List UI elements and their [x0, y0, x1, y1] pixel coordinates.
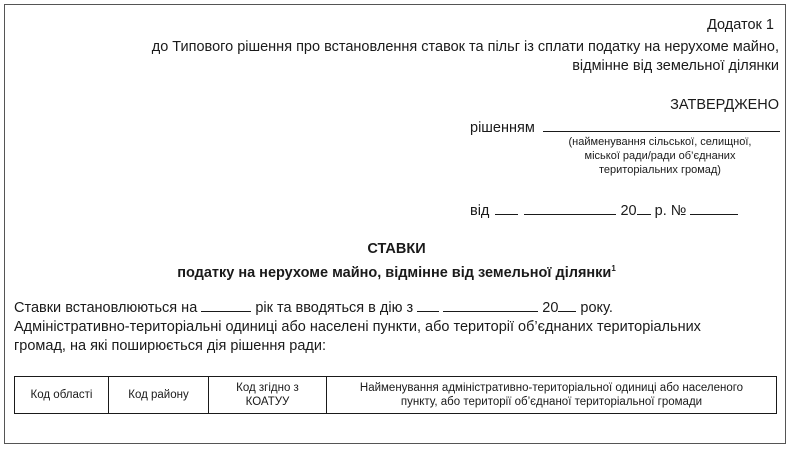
document-subtitle [0, 259, 793, 283]
year-blank [637, 201, 651, 215]
council-note [540, 135, 780, 177]
territorial-codes-table [14, 376, 777, 414]
decision-number-blank [690, 201, 738, 215]
rates-mid: рік та вводяться в дію з [255, 300, 414, 316]
start-day-blank [417, 298, 439, 312]
years-blank [201, 298, 251, 312]
approved-stamp: ЗАТВЕРДЖЕНО [670, 97, 779, 113]
annex-number: Додаток 1 [707, 17, 774, 33]
council-name-blank [543, 118, 780, 132]
units-line1: Адміністративно-територіальні одиниці або населені пункти, або території об’єднаних територіальних [14, 319, 701, 335]
year-prefix: 20 [620, 203, 637, 219]
annex-subtitle-line2: відмінне від земельної ділянки [572, 58, 779, 74]
column-header-unit-name: Найменування адміністративно-територіальної одиниці або населеного пункту, або території об’єднаної територіальної громади [327, 377, 777, 414]
column-header-district-code: Код району [109, 377, 209, 414]
rates-line [14, 298, 613, 318]
decision-date-row [470, 201, 738, 221]
start-year-prefix: 20 [542, 300, 559, 316]
column-header-koatuu-code: Код згідно з КОАТУУ [209, 377, 327, 414]
annex-subtitle-line1: до Типового рішення про встановлення ставок та пільг із сплати податку на нерухоме майно, [151, 39, 779, 55]
table-header-row [15, 377, 777, 414]
date-from-label: від [470, 203, 490, 219]
start-year-blank [558, 298, 576, 312]
council-note-line: (найменування сільської, селищної, [568, 136, 752, 148]
units-line2: громад, на які поширюється дія рішення ради: [14, 338, 326, 354]
council-note-line: територіальних громад) [599, 164, 721, 176]
document-subtitle-text: податку на нерухоме майно, відмінне від земельної ділянки [177, 264, 612, 281]
rates-prefix: Ставки встановлюються на [14, 300, 198, 316]
footnote-marker: 1 [611, 264, 616, 273]
start-month-blank [443, 298, 538, 312]
rates-suffix: року. [580, 300, 613, 316]
day-blank [495, 201, 518, 215]
decision-label: рішенням [470, 120, 535, 136]
column-header-region-code: Код області [15, 377, 109, 414]
month-blank [524, 201, 616, 215]
council-note-line: міської ради/ради об’єднаних [584, 150, 736, 162]
document-title: СТАВКИ [367, 241, 426, 257]
year-number-label: р. № [654, 203, 687, 219]
